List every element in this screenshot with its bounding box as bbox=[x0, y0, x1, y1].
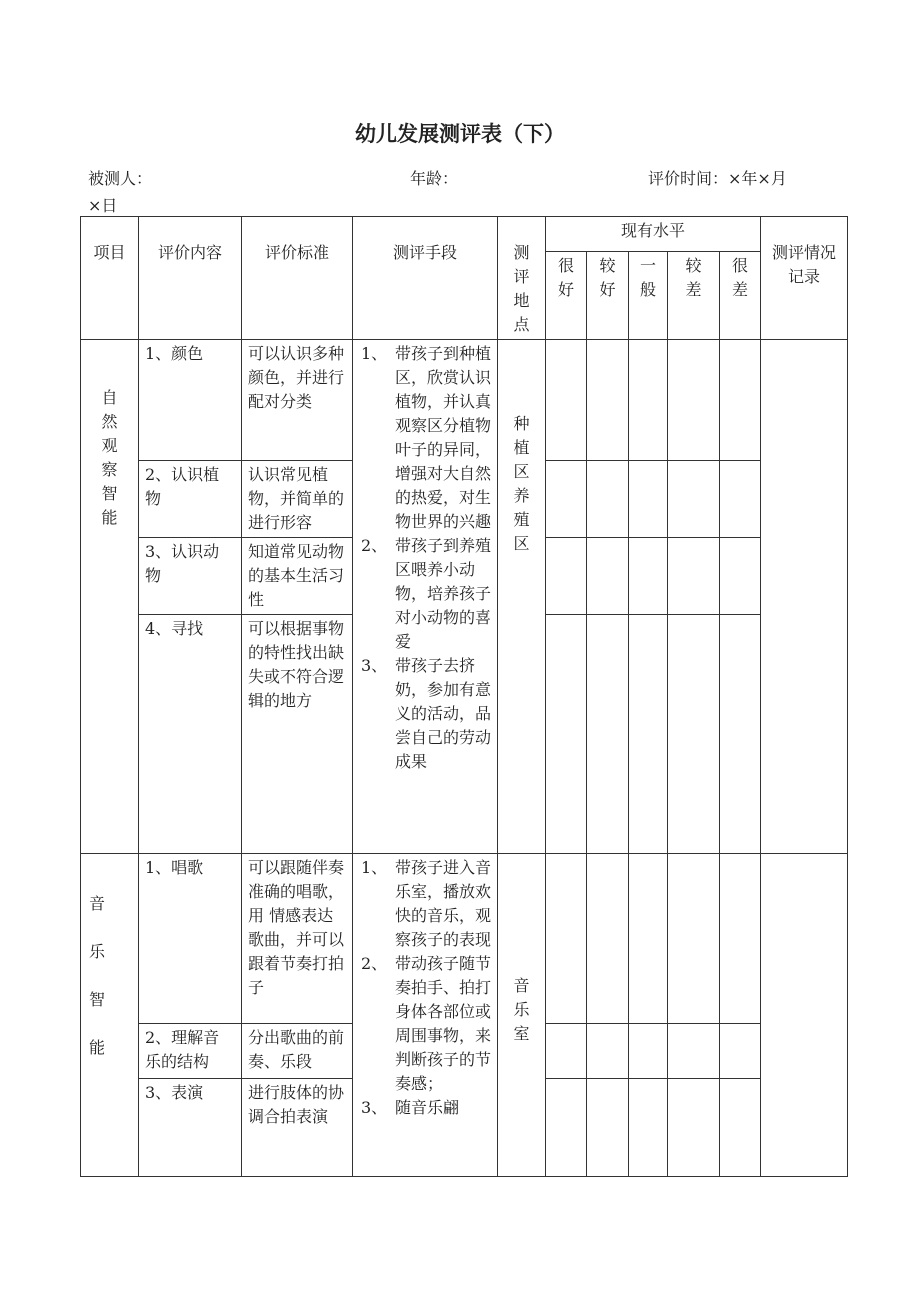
level-good: 较好 bbox=[599, 255, 616, 299]
rating-cell[interactable] bbox=[668, 615, 720, 854]
record-cell[interactable] bbox=[761, 340, 848, 854]
header-level: 现有水平 bbox=[546, 217, 761, 252]
rating-cell[interactable] bbox=[668, 1024, 720, 1079]
place-cell: 种植区养殖区 bbox=[513, 414, 530, 553]
content-cell: 2、认识植物 bbox=[139, 461, 242, 538]
evaluation-table bbox=[80, 216, 848, 1177]
rating-cell[interactable] bbox=[629, 854, 668, 1024]
rating-cell[interactable] bbox=[546, 854, 587, 1024]
rating-cell[interactable] bbox=[546, 461, 587, 538]
age-label: 年龄： bbox=[410, 169, 459, 188]
rating-cell[interactable] bbox=[587, 461, 629, 538]
rating-cell[interactable] bbox=[546, 1024, 587, 1079]
rating-cell[interactable] bbox=[668, 854, 720, 1024]
means-number: 3、 bbox=[361, 1098, 388, 1117]
standard-cell: 认识常见植物，并简单的进行形容 bbox=[242, 461, 353, 538]
rating-cell[interactable] bbox=[546, 615, 587, 854]
means-text: 带孩子进入音乐室，播放欢快的音乐，观察孩子的表现 bbox=[395, 858, 492, 949]
rating-cell[interactable] bbox=[720, 461, 761, 538]
record-cell[interactable] bbox=[761, 854, 848, 1177]
time-label-cont: ×日 bbox=[88, 196, 118, 215]
rating-cell[interactable] bbox=[587, 538, 629, 615]
level-average: 一般 bbox=[640, 255, 657, 299]
header-item: 项目 bbox=[81, 217, 139, 340]
standard-cell: 分出歌曲的前奏、乐段 bbox=[242, 1024, 353, 1079]
means-cell bbox=[353, 854, 498, 1177]
content-cell: 4、寻找 bbox=[139, 615, 242, 854]
means-cell bbox=[353, 340, 498, 854]
rating-cell[interactable] bbox=[720, 615, 761, 854]
means-text: 带动孩子随节奏拍手、拍打身体各部位或周围事物，来判断孩子的节奏感； bbox=[395, 954, 492, 1093]
rating-cell[interactable] bbox=[629, 1079, 668, 1177]
rating-cell[interactable] bbox=[720, 538, 761, 615]
standard-cell: 可以跟随伴奏准确的唱歌，用 情感表达歌曲，并可以跟着节奏打拍子 bbox=[242, 854, 353, 1024]
level-very-good: 很好 bbox=[558, 255, 575, 299]
rating-cell[interactable] bbox=[668, 340, 720, 461]
rating-cell[interactable] bbox=[720, 854, 761, 1024]
page-title: 幼儿发展测评表（下） bbox=[355, 121, 565, 146]
rating-cell[interactable] bbox=[587, 340, 629, 461]
section-name: 音乐智能 bbox=[89, 894, 106, 1057]
rating-cell[interactable] bbox=[587, 615, 629, 854]
rating-cell[interactable] bbox=[629, 461, 668, 538]
content-cell: 1、颜色 bbox=[139, 340, 242, 461]
means-number: 3、 bbox=[361, 656, 388, 675]
rating-cell[interactable] bbox=[668, 1079, 720, 1177]
rating-cell[interactable] bbox=[546, 538, 587, 615]
header-means: 测评手段 bbox=[353, 217, 498, 340]
rating-cell[interactable] bbox=[629, 538, 668, 615]
means-number: 1、 bbox=[361, 344, 388, 363]
rating-cell[interactable] bbox=[668, 538, 720, 615]
place-cell: 音乐室 bbox=[513, 976, 530, 1043]
means-text: 带孩子到养殖区喂养小动物，培养孩子对小动物的喜爱 bbox=[395, 536, 492, 651]
rating-cell[interactable] bbox=[587, 1079, 629, 1177]
standard-cell: 进行肢体的协调合拍表演 bbox=[242, 1079, 353, 1177]
rating-cell[interactable] bbox=[587, 854, 629, 1024]
header-content: 评价内容 bbox=[139, 217, 242, 340]
standard-cell: 可以根据事物的特性找出缺失或不符合逻辑的地方 bbox=[242, 615, 353, 854]
standard-cell: 可以认识多种颜色，并进行配对分类 bbox=[242, 340, 353, 461]
level-very-poor: 很差 bbox=[732, 255, 749, 299]
header-place: 测评地点 bbox=[513, 243, 530, 334]
rating-cell[interactable] bbox=[668, 461, 720, 538]
header-record: 测评情况记录 bbox=[772, 243, 837, 286]
content-cell: 3、认识动物 bbox=[139, 538, 242, 615]
content-cell: 1、唱歌 bbox=[139, 854, 242, 1024]
subject-label: 被测人： bbox=[88, 169, 153, 188]
means-number: 1、 bbox=[361, 858, 388, 877]
time-label: 评价时间：×年×月 bbox=[648, 169, 787, 188]
rating-cell[interactable] bbox=[587, 1024, 629, 1079]
means-number: 2、 bbox=[361, 536, 388, 555]
rating-cell[interactable] bbox=[546, 1079, 587, 1177]
header-standard: 评价标准 bbox=[242, 217, 353, 340]
rating-cell[interactable] bbox=[629, 615, 668, 854]
rating-cell[interactable] bbox=[720, 340, 761, 461]
rating-cell[interactable] bbox=[629, 340, 668, 461]
means-text: 带孩子到种植区，欣赏认识植物，并认真观察区分植物叶子的异同，增强对大自然的热爱，对生物世界的兴趣 bbox=[395, 344, 492, 531]
means-text: 随音乐翩 bbox=[395, 1098, 460, 1117]
standard-cell: 知道常见动物的基本生活习性 bbox=[242, 538, 353, 615]
rating-cell[interactable] bbox=[629, 1024, 668, 1079]
rating-cell[interactable] bbox=[720, 1024, 761, 1079]
rating-cell[interactable] bbox=[546, 340, 587, 461]
section-name: 自然观察智能 bbox=[101, 388, 118, 527]
level-poor: 较差 bbox=[685, 255, 702, 299]
rating-cell[interactable] bbox=[720, 1079, 761, 1177]
content-cell: 3、表演 bbox=[139, 1079, 242, 1177]
means-text: 带孩子去挤奶，参加有意义的活动，品尝自己的劳动成果 bbox=[395, 656, 492, 771]
means-number: 2、 bbox=[361, 954, 388, 973]
content-cell: 2、理解音乐的结构 bbox=[139, 1024, 242, 1079]
